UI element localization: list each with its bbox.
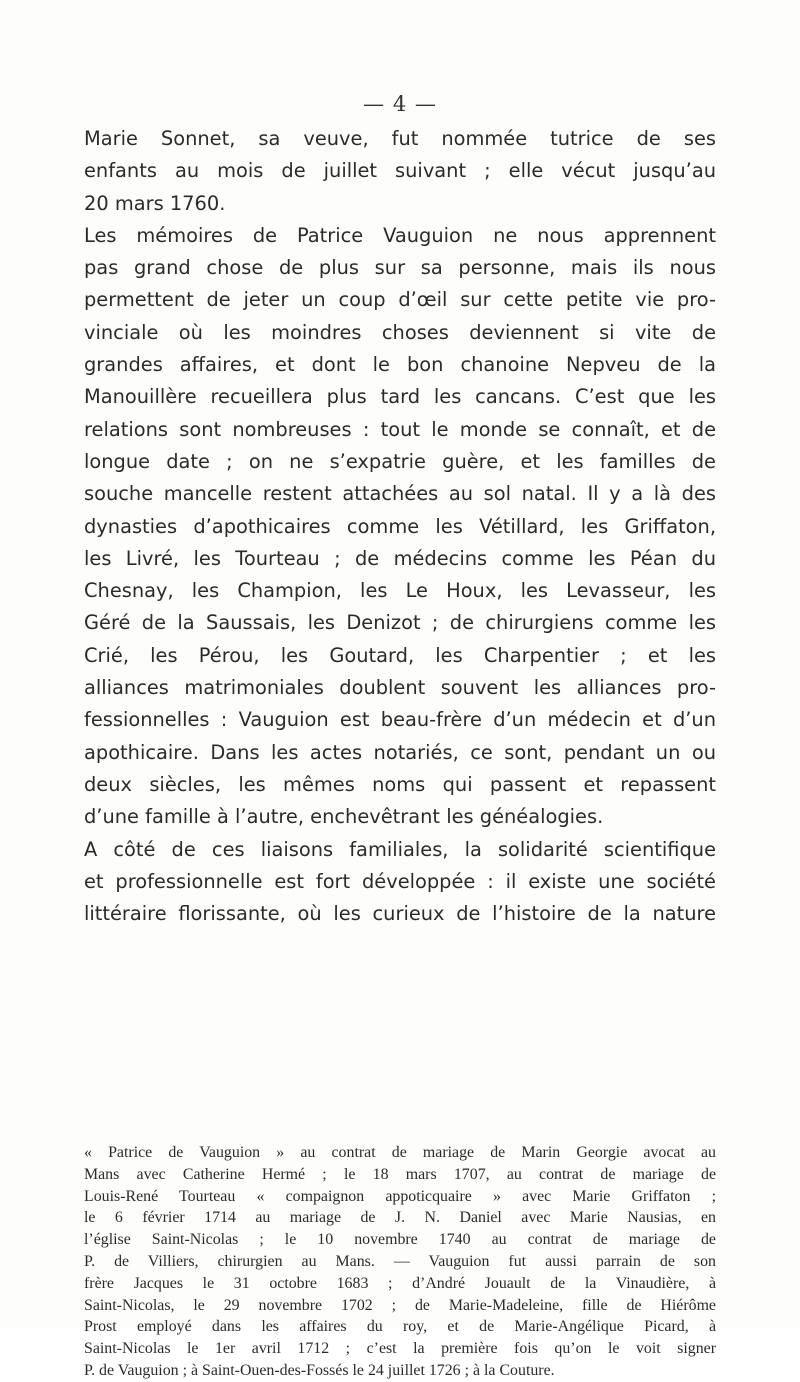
text-line: alliances matrimoniales doublent souvent les alliances pro- xyxy=(84,676,716,700)
text-line: les Livré, les Tourteau ; de médecins comme les Péan du xyxy=(84,546,716,570)
text-line: d’une famille à l’autre, enchevêtrant les généalogies. xyxy=(84,805,604,829)
footnote-line: Mans avec Catherine Hermé ; le 18 mars 1707, au contrat de mariage de xyxy=(84,1165,716,1183)
text-line: pas grand chose de plus sur sa personne, mais ils nous xyxy=(84,256,716,280)
text-line: deux siècles, les mêmes noms qui passent et repassent xyxy=(84,772,716,796)
text-line: Marie Sonnet, sa veuve, fut nommée tutrice de ses xyxy=(84,127,716,150)
text-line: relations sont nombreuses : tout le monde se connaît, et de xyxy=(84,417,716,441)
footnote xyxy=(84,1142,716,1382)
text-line: enfants au mois de juillet suivant ; elle vécut jusqu’au xyxy=(84,159,716,183)
footnote-line: P. de Vauguion ; à Saint-Ouen-des-Fossés le 24 juillet 1726 ; à la Couture. xyxy=(84,1361,555,1379)
footnote-line: frère Jacques le 31 octobre 1683 ; d’André Jouault de la Vinaudière, à xyxy=(84,1274,716,1292)
text-line: Les mémoires de Patrice Vauguion ne nous apprennent xyxy=(84,223,716,247)
footnote-line: Saint-Nicolas, le 29 novembre 1702 ; de Marie-Madeleine, fille de Hiérôme xyxy=(84,1296,716,1314)
main-text xyxy=(84,123,716,930)
text-line: apothicaire. Dans les actes notariés, ce sont, pendant un ou xyxy=(84,740,716,764)
footnote-line: Saint-Nicolas le 1er avril 1712 ; c’est la première fois qu’on le voit signer xyxy=(84,1340,716,1358)
footnote-line: P. de Villiers, chirurgien au Mans. — Vauguion fut aussi parrain de son xyxy=(84,1252,716,1270)
footnote-line: le 6 février 1714 au mariage de J. N. Daniel avec Marie Nausias, en xyxy=(84,1209,716,1227)
text-line: longue date ; on ne s’expatrie guère, et les familles de xyxy=(84,449,716,473)
text-line: littéraire florissante, où les curieux de l’histoire de la nature xyxy=(84,902,716,926)
text-line: souche mancelle restent attachées au sol natal. Il y a là des xyxy=(84,482,716,506)
footnote-line: Prost employé dans les affaires du roy, et de Marie-Angélique Picard, à xyxy=(84,1318,716,1336)
footnote-line: « Patrice de Vauguion » au contrat de mariage de Marin Georgie avocat au xyxy=(84,1144,716,1161)
page-number: — 4 — xyxy=(363,92,437,116)
footnote-line: Louis-René Tourteau « compaignon appoticquaire » avec Marie Griffaton ; xyxy=(84,1187,716,1205)
text-line: A côté de ces liaisons familiales, la solidarité scientifique xyxy=(84,837,716,861)
text-line: vinciale où les moindres choses deviennent si vite de xyxy=(84,320,716,344)
text-line: et professionnelle est fort développée : il existe une société xyxy=(84,869,716,893)
text-line: permettent de jeter un coup d’œil sur cette petite vie pro- xyxy=(84,288,716,312)
text-line: 20 mars 1760. xyxy=(84,191,226,215)
text-line: fessionnelles : Vauguion est beau-frère d’un médecin et d’un xyxy=(84,708,716,732)
text-line: Manouillère recueillera plus tard les cancans. C’est que les xyxy=(84,385,716,409)
text-line: Crié, les Pérou, les Goutard, les Charpentier ; et les xyxy=(84,643,716,667)
text-line: Chesnay, les Champion, les Le Houx, les Levasseur, les xyxy=(84,579,716,603)
text-line: dynasties d’apothicaires comme les Vétillard, les Griffaton, xyxy=(84,514,716,538)
text-line: Géré de la Saussais, les Denizot ; de chirurgiens comme les xyxy=(84,611,716,635)
footnote-line: l’église Saint-Nicolas ; le 10 novembre 1740 au contrat de mariage de xyxy=(84,1231,716,1249)
text-line: grandes affaires, et dont le bon chanoine Nepveu de la xyxy=(84,353,716,377)
